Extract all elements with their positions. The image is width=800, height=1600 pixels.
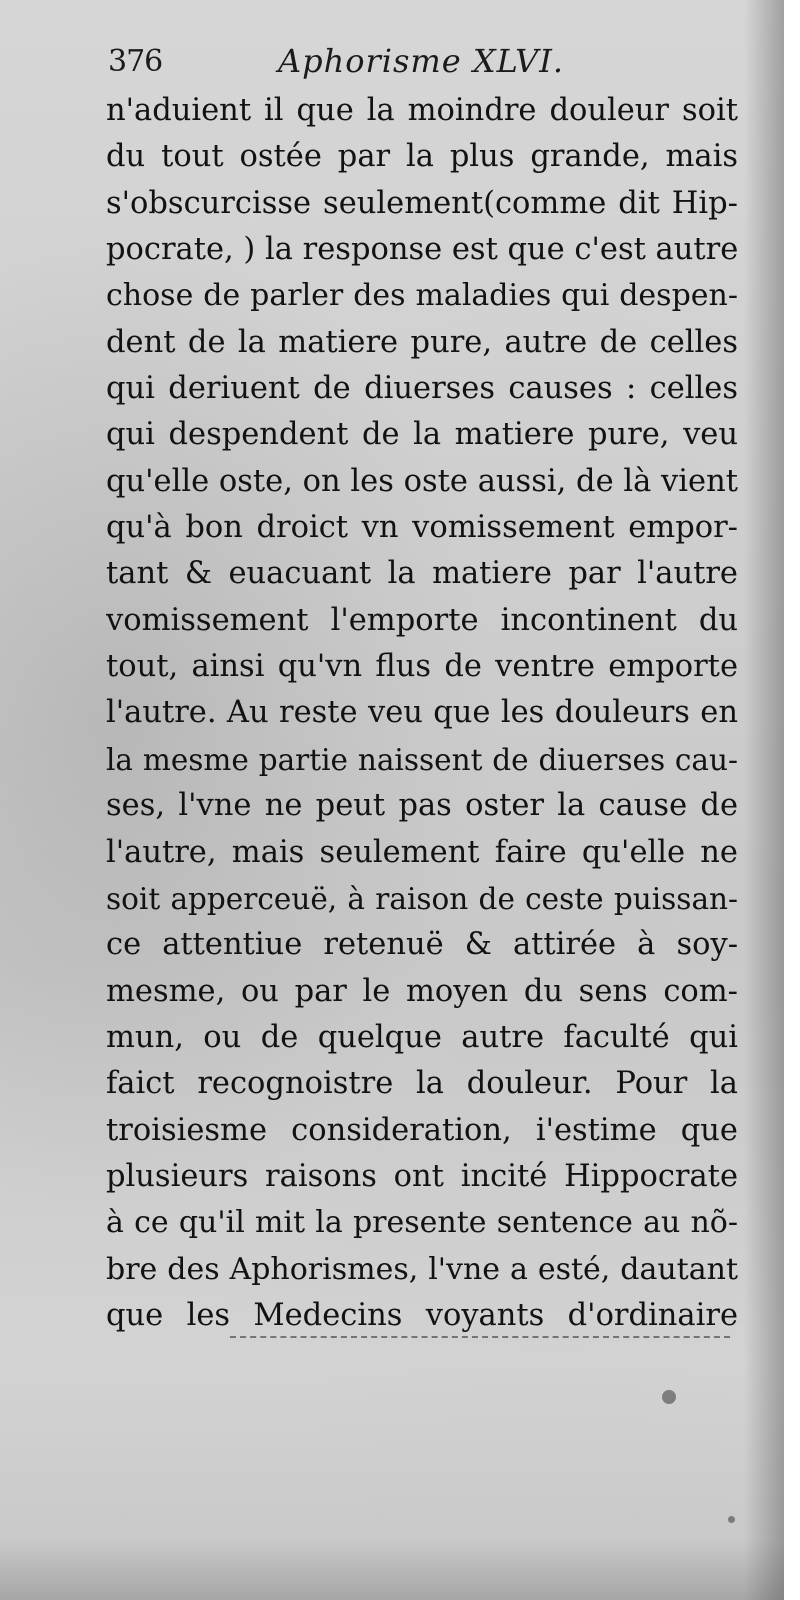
text-line: ce attentiue retenuë & attirée à soy-	[106, 927, 738, 963]
text-line: qu'à bon droict vn vomissement empor-	[106, 510, 738, 546]
text-line: chose de parler des maladies qui despen-	[106, 278, 738, 314]
text-line: la mesme partie naissent de diuerses cau-	[106, 742, 738, 777]
bottom-rule	[230, 1336, 730, 1338]
page-bottom-shadow	[0, 1540, 784, 1600]
page-edge-shadow	[744, 0, 784, 1600]
text-line: qu'elle oste, on les oste aussi, de là vient	[106, 463, 738, 499]
text-line: ses, l'vne ne peut pas oster la cause de	[106, 788, 738, 824]
text-line: tout, ainsi qu'vn flus de ventre emporte	[106, 649, 738, 685]
text-line: bre des Aphorismes, l'vne a esté, dautant	[106, 1251, 738, 1287]
text-line: pocrate, ) la response est que c'est autre	[106, 232, 738, 268]
text-line: dent de la matiere pure, autre de celles	[106, 324, 738, 360]
text-line: plusieurs raisons ont incité Hippocrate	[106, 1158, 738, 1194]
paper-spot	[728, 1516, 735, 1523]
text-line: à ce qu'il mit la presente sentence au nõ-	[106, 1205, 738, 1241]
text-line: mun, ou de quelque autre faculté qui	[106, 1019, 738, 1055]
text-line: l'autre. Au reste veu que les douleurs en	[106, 695, 738, 731]
text-line: s'obscurcisse seulement(comme dit Hip-	[106, 185, 738, 221]
text-line: troisiesme consideration, i'estime que	[106, 1112, 738, 1148]
page-header	[108, 40, 748, 84]
running-title: Aphorisme XLVI.	[278, 42, 565, 80]
text-line: tant & euacuant la matiere par l'autre	[106, 556, 738, 592]
text-line: faict recognoistre la douleur. Pour la	[106, 1066, 738, 1102]
page-number: 376	[108, 44, 163, 79]
text-line: soit apperceuë, à raison de ceste puissan-	[106, 881, 738, 916]
text-line: mesme, ou par le moyen du sens com-	[106, 973, 738, 1009]
text-line: n'aduient il que la moindre douleur soit	[106, 93, 738, 128]
paper-spot	[662, 1390, 676, 1404]
text-line: qui despendent de la matiere pure, veu	[106, 417, 738, 453]
text-line: qui deriuent de diuerses causes : celles	[106, 371, 738, 407]
text-line: vomissement l'emporte incontinent du	[106, 602, 738, 638]
text-line: que les Medecins voyants d'ordinaire	[106, 1297, 738, 1333]
body-text	[106, 88, 738, 1339]
text-line: l'autre, mais seulement faire qu'elle ne	[106, 834, 738, 870]
text-line: du tout ostée par la plus grande, mais	[106, 139, 738, 175]
